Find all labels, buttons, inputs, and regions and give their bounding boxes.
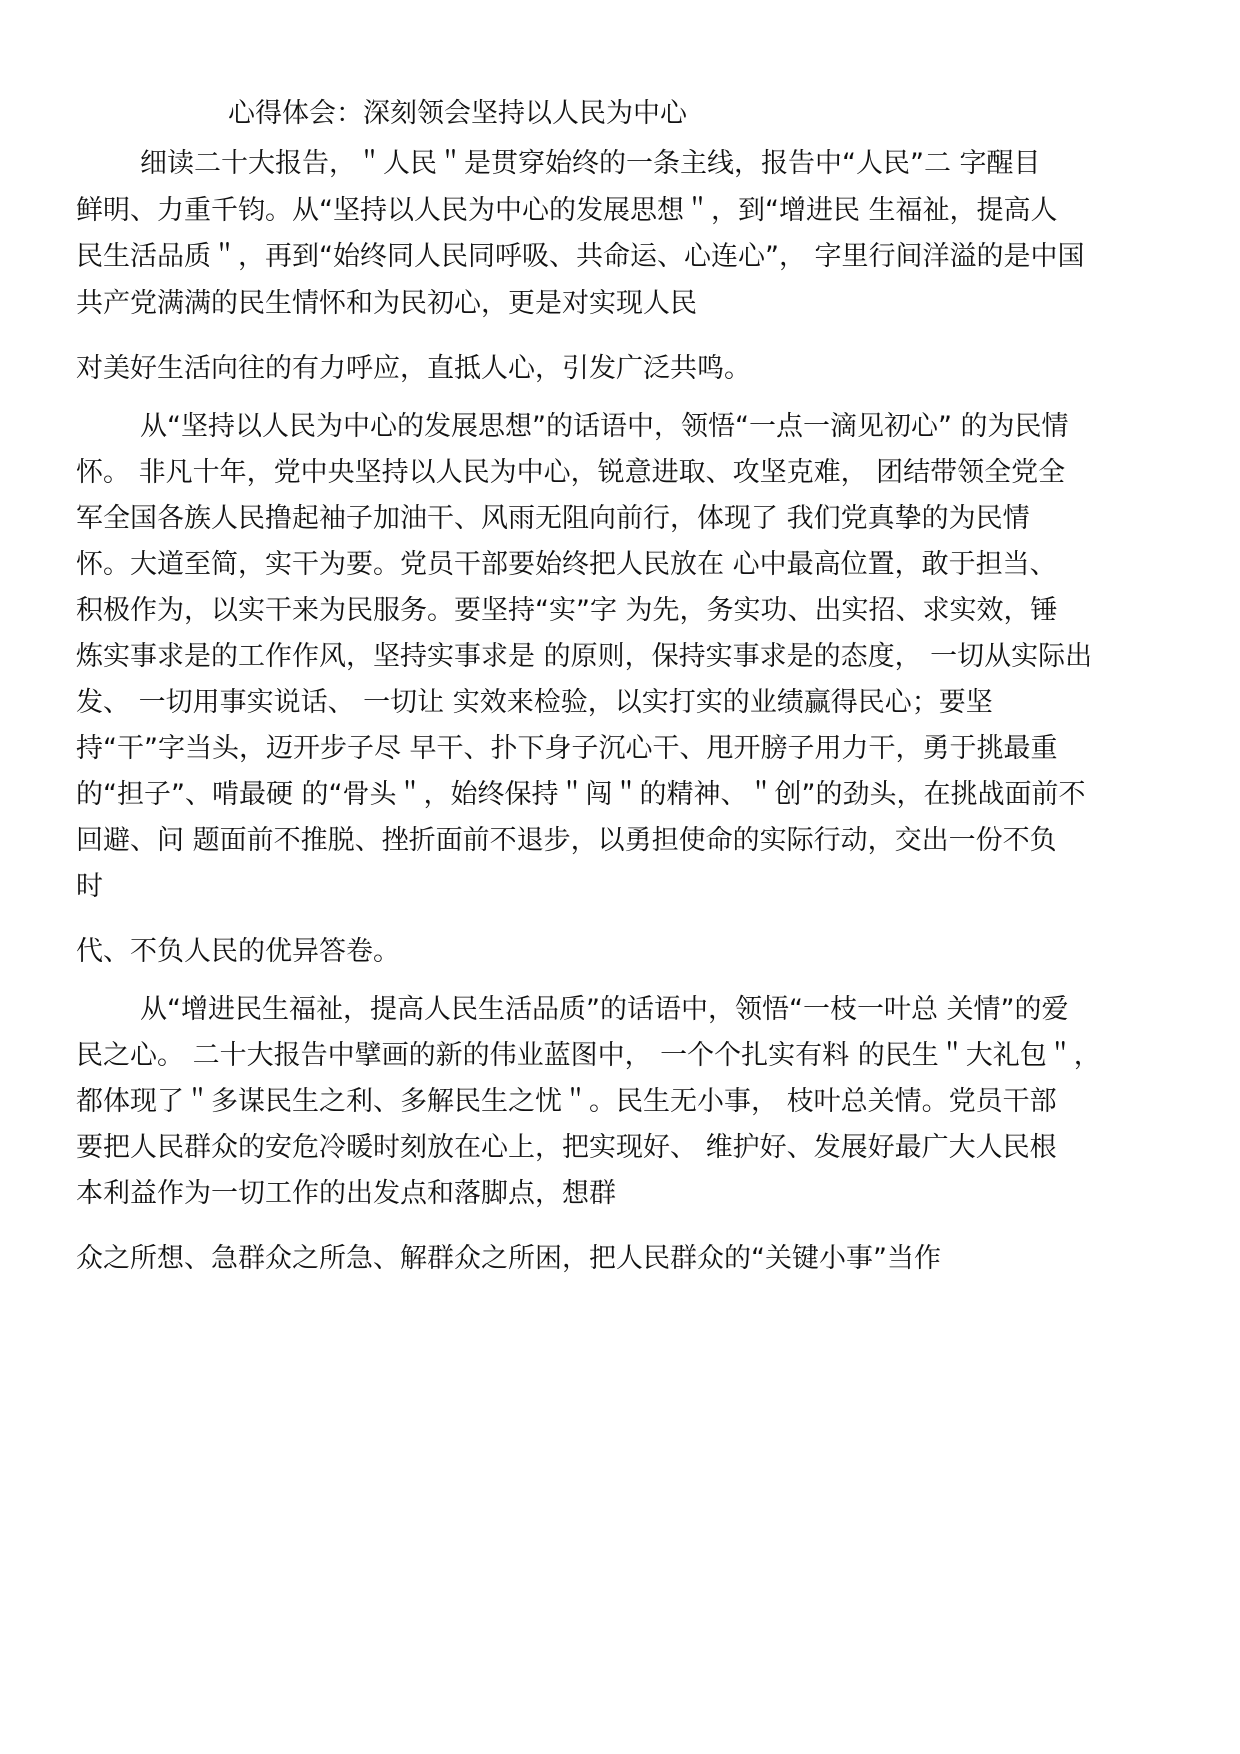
- text-line: 从“坚持以人民为中心的发展思想”的话语中，领悟“一点一滴见初心” 的为民情: [140, 411, 1069, 442]
- text-line: 民生活品质＂，再到“始终同人民同呼吸、共命运、心连心”， 字里行间洋溢的是中国: [76, 241, 1085, 272]
- text-line: 鲜明、力重千钧。从“坚持以人民为中心的发展思想＂，到“增进民 生福祉，提高人: [76, 195, 1058, 226]
- text-line: 对美好生活向往的有力呼应，直抵人心，引发广泛共鸣。: [76, 353, 751, 384]
- text-line: 要把人民群众的安危冷暖时刻放在心上，把实现好、 维护好、发展好最广大人民根: [76, 1132, 1057, 1163]
- text-line: 持“干”字当头，迈开步子尽 早干、扑下身子沉心干、甩开膀子用力干，勇于挑最重: [76, 733, 1058, 764]
- text-line: 发、 一切用事实说话、 一切让 实效来检验，以实打实的业绩赢得民心；要坚: [76, 687, 993, 718]
- text-line: 代、不负人民的优异答卷。: [76, 936, 400, 967]
- text-line: 的“担子”、啃最硬 的“骨头＂，始终保持＂闯＂的精神、＂创”的劲头，在挑战面前不: [76, 779, 1086, 810]
- text-line: 军全国各族人民撸起袖子加油干、风雨无阻向前行，体现了 我们党真挚的为民情: [76, 503, 1030, 534]
- document-title: 心得体会：深刻领会坚持以人民为中心: [228, 98, 687, 129]
- text-line: 怀。 非凡十年，党中央坚持以人民为中心，锐意进取、攻坚克难， 团结带领全党全: [76, 457, 1066, 488]
- text-line: 民之心。 二十大报告中擘画的新的伟业蓝图中， 一个个扎实有料 的民生＂大礼包＂，: [76, 1040, 1101, 1071]
- text-line: 怀。大道至简，实干为要。党员干部要始终把人民放在 心中最高位置，敢于担当、: [76, 549, 1057, 580]
- text-line: 炼实事求是的工作作风，坚持实事求是 的原则，保持实事求是的态度， 一切从实际出: [76, 641, 1093, 672]
- text-line: 从“增进民生福祉，提高人民生活品质”的话语中，领悟“一枝一叶总 关情”的爱: [140, 994, 1069, 1025]
- text-line: 时: [76, 871, 103, 902]
- text-line: 细读二十大报告，＂人民＂是贯穿始终的一条主线，报告中“人民”二 字醒目: [140, 148, 1041, 179]
- text-line: 共产党满满的民生情怀和为民初心，更是对实现人民: [76, 288, 697, 319]
- text-line: 积极作为，以实干来为民服务。要坚持“实”字 为先，务实功、出实招、求实效，锤: [76, 595, 1058, 626]
- text-line: 众之所想、急群众之所急、解群众之所困，把人民群众的“关键小事”当作: [76, 1243, 941, 1274]
- text-line: 回避、问 题面前不推脱、挫折面前不退步，以勇担使命的实际行动，交出一份不负: [76, 825, 1057, 856]
- text-line: 都体现了＂多谋民生之利、多解民生之忧＂。民生无小事， 枝叶总关情。党员干部: [76, 1086, 1057, 1117]
- text-line: 本利益作为一切工作的出发点和落脚点，想群: [76, 1178, 616, 1209]
